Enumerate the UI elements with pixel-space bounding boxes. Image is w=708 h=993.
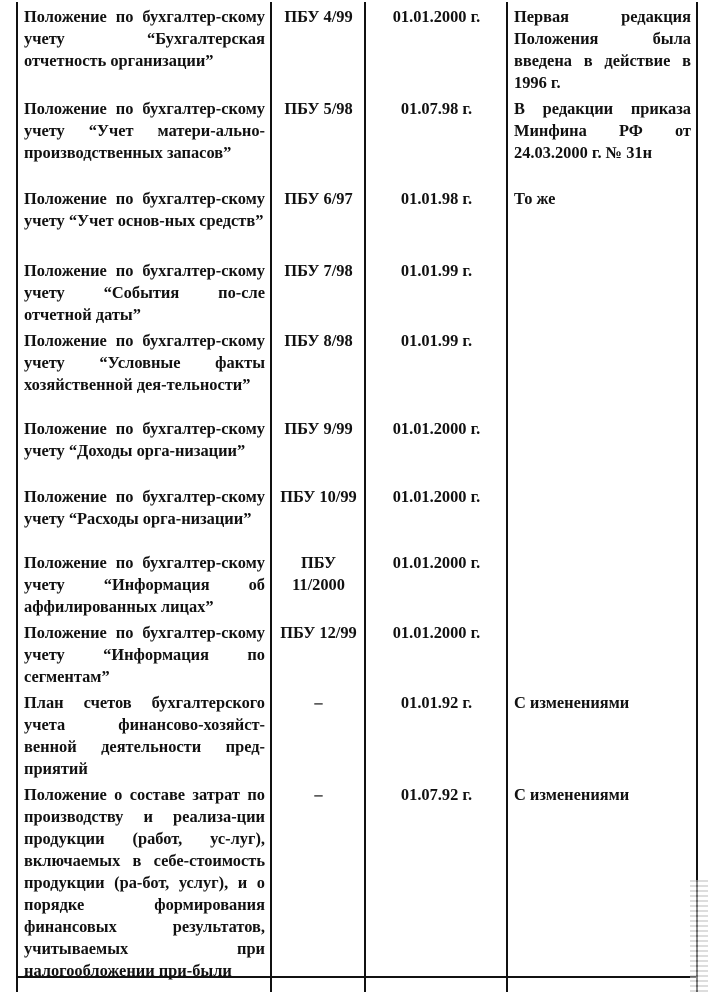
table-row [17,184,697,256]
regulation-name: Положение по бухгалтер-скому учету “Расходы орга-низации” [17,482,271,548]
regulation-note: С изменениями [507,688,697,780]
effective-date: 01.01.2000 г. [365,482,507,548]
scan-edge-artifact [690,880,708,993]
regulation-code: – [271,780,365,992]
regulation-code: ПБУ 6/97 [271,184,365,256]
table-row [17,548,697,618]
regulation-name: Положение о составе затрат по производству и реализа-ции продукции (работ, ус-луг), включаемых в себе-стоимость продукции (ра-бот, услуг), и о порядке формирования финансовых результатов, учитываемых при налогообложении при-были [17,780,271,992]
regulation-note [507,482,697,548]
table-row [17,618,697,688]
regulation-name: Положение по бухгалтер-скому учету “Бухгалтерская отчетность организации” [17,2,271,94]
effective-date: 01.01.99 г. [365,256,507,326]
regulation-note [507,326,697,414]
regulation-name: Положение по бухгалтер-скому учету “Информация по сегментам” [17,618,271,688]
effective-date: 01.07.98 г. [365,94,507,184]
regulation-note [507,414,697,482]
effective-date: 01.01.2000 г. [365,618,507,688]
effective-date: 01.01.92 г. [365,688,507,780]
table-row [17,256,697,326]
regulation-note: Первая редакция Положения была введена в действие в 1996 г. [507,2,697,94]
regulation-note [507,618,697,688]
regulation-name: Положение по бухгалтер-скому учету “Условные факты хозяйственной дея-тельности” [17,326,271,414]
regulation-name: Положение по бухгалтер-скому учету “Учет основ-ных средств” [17,184,271,256]
regulation-name: Положение по бухгалтер-скому учету “Информация об аффилированных лицах” [17,548,271,618]
effective-date: 01.01.2000 г. [365,2,507,94]
table-row [17,94,697,184]
regulation-code: – [271,688,365,780]
regulation-name: Положение по бухгалтер-скому учету “Учет матери-ально-производственных запасов” [17,94,271,184]
regulation-code: ПБУ 7/98 [271,256,365,326]
regulation-code: ПБУ 8/98 [271,326,365,414]
effective-date: 01.01.2000 г. [365,548,507,618]
regulations-table [16,2,698,992]
table-row [17,414,697,482]
effective-date: 01.01.98 г. [365,184,507,256]
table-row [17,482,697,548]
regulation-code: ПБУ 9/99 [271,414,365,482]
regulation-code: ПБУ 12/99 [271,618,365,688]
effective-date: 01.07.92 г. [365,780,507,992]
regulation-note [507,548,697,618]
bottom-rule [16,976,696,978]
effective-date: 01.01.99 г. [365,326,507,414]
table-row [17,780,697,992]
regulation-name: План счетов бухгалтерского учета финансово-хозяйст-венной деятельности пред-приятий [17,688,271,780]
regulation-note: То же [507,184,697,256]
regulation-code: ПБУ 10/99 [271,482,365,548]
regulation-name: Положение по бухгалтер-скому учету “Доходы орга-низации” [17,414,271,482]
table-row [17,688,697,780]
regulation-note: В редакции приказа Минфина РФ от 24.03.2000 г. № 31н [507,94,697,184]
regulation-code: ПБУ 4/99 [271,2,365,94]
table-row [17,2,697,94]
table-row [17,326,697,414]
regulation-code: ПБУ 11/2000 [271,548,365,618]
regulation-name: Положение по бухгалтер-скому учету “События по-сле отчетной даты” [17,256,271,326]
regulation-note [507,256,697,326]
regulation-code: ПБУ 5/98 [271,94,365,184]
regulation-note: С изменениями [507,780,697,992]
effective-date: 01.01.2000 г. [365,414,507,482]
